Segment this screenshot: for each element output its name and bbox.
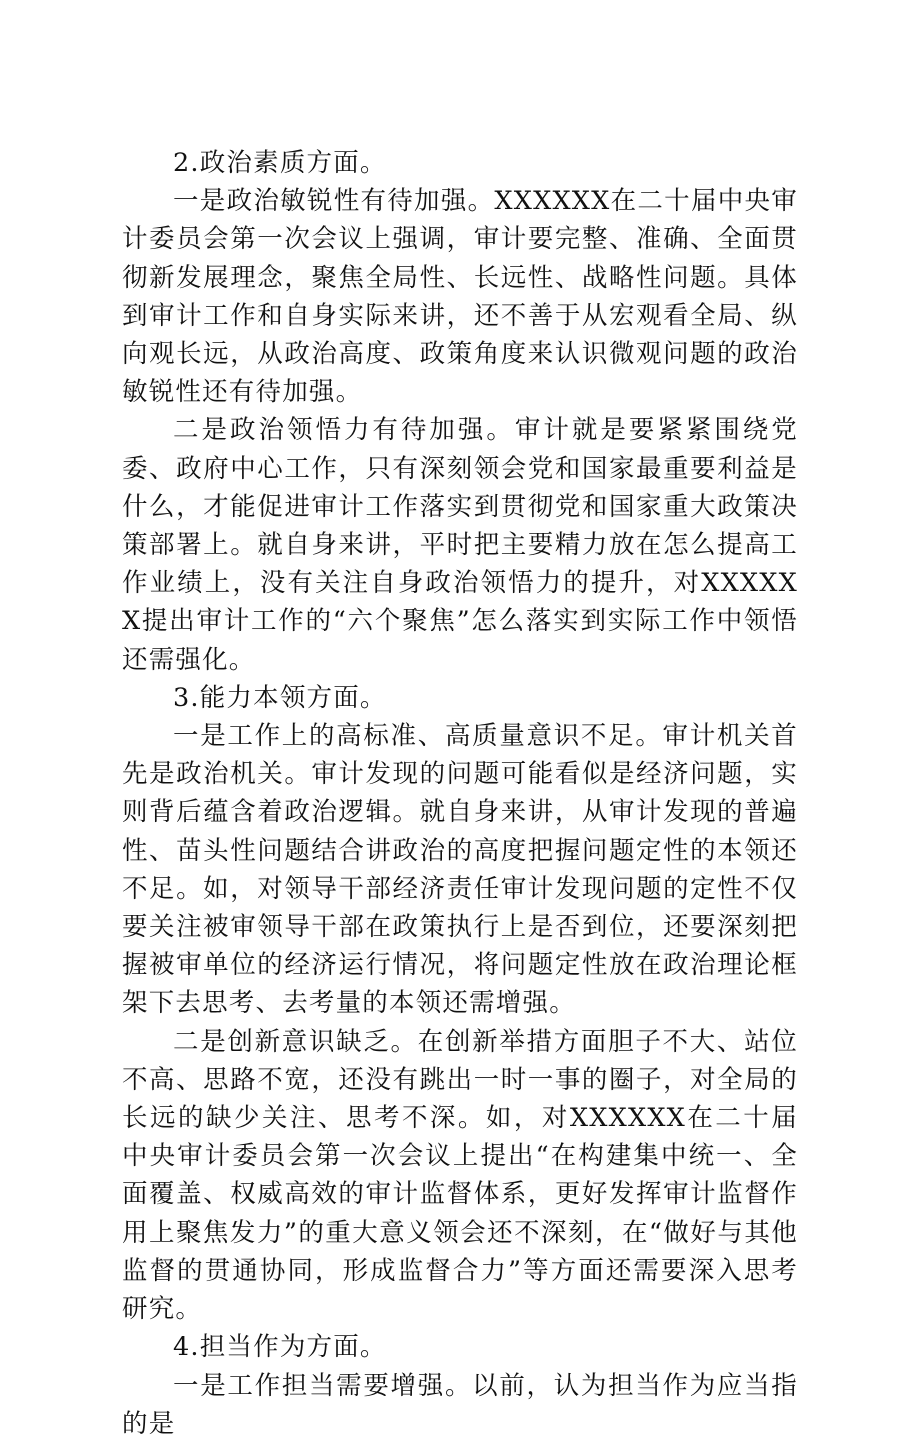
paragraph-political-understanding: 二是政治领悟力有待加强。审计就是要紧紧围绕党委、政府中心工作，只有深刻领会党和国家最重要利益是什么，才能促进审计工作落实到贯彻党和国家重大政策决策部署上。就自身来讲，平时把主要精力放在怎么提高工作业绩上，没有关注自身政治领悟力的提升，对XXXXXX提出审计工作的“六个聚焦”怎么落实到实际工作中领悟还需强化。: [122, 415, 798, 675]
section-heading-responsibility: 4.担当作为方面。: [173, 1332, 387, 1363]
paragraph-quality-awareness: 一是工作上的高标准、高质量意识不足。审计机关首先是政治机关。审计发现的问题可能看似是经济问题，实则背后蕴含着政治逻辑。就自身来讲，从审计发现的普遍性、苗头性问题结合讲政治的高度把握问题定性的本领还不足。如，对领导干部经济责任审计发现问题的定性不仅要关注被审领导干部在政策执行上是否到位，还要深刻把握被审单位的经济运行情况，将问题定性放在政治理论框架下去思考、去考量的本领还需增强。: [122, 721, 798, 1019]
section-heading-ability: 3.能力本领方面。: [173, 682, 387, 713]
section-heading-political-quality: 2.政治素质方面。: [173, 148, 387, 178]
paragraph-innovation: 二是创新意识缺乏。在创新举措方面胆子不大、站位不高、思路不宽，还没有跳出一时一事的圈子，对全局的长远的缺少关注、思考不深。如，对XXXXXX在二十届中央审计委员会第一次会议上提出“在构建集中统一、全面覆盖、权威高效的审计监督体系，更好发挥审计监督作用上聚焦发力”的重大意义领会还不深刻，在“做好与其他监督的贯通协同，形成监督合力”等方面还需要深入思考研究。: [122, 1026, 798, 1325]
document-body: [122, 144, 798, 1443]
paragraph-work-responsibility: 一是工作担当需要增强。以前，认为担当作为应当指的是: [122, 1370, 798, 1439]
paragraph-political-sensitivity: 一是政治敏锐性有待加强。XXXXXX在二十届中央审计委员会第一次会议上强调，审计要完整、准确、全面贯彻新发展理念，聚焦全局性、长远性、战略性问题。具体到审计工作和自身实际来讲，还不善于从宏观看全局、纵向观长远，从政治高度、政策角度来认识微观问题的政治敏锐性还有待加强。: [122, 186, 798, 408]
